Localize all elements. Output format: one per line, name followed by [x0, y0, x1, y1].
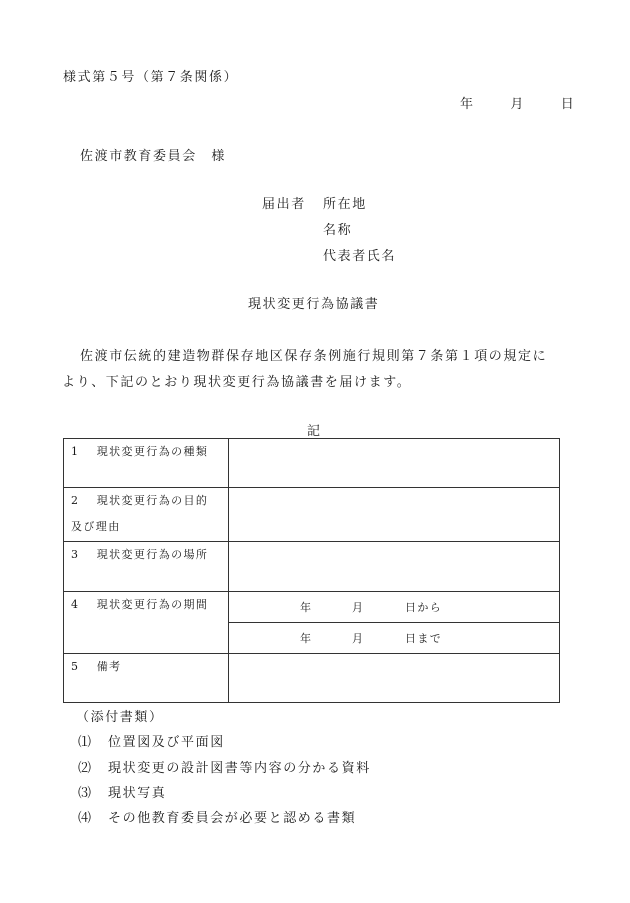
row-value-type[interactable]	[229, 439, 560, 488]
row-label-period: 4 現状変更行為の期間	[64, 592, 229, 654]
row-label-purpose	[64, 488, 229, 542]
attachment-text: その他教育委員会が必要と認める書類	[108, 811, 357, 826]
attachment-text: 現状写真	[108, 786, 167, 801]
form-number: 様式第５号（第７条関係）	[63, 70, 239, 85]
ki-heading: 記	[307, 424, 322, 439]
attachment-number: ⑵	[78, 761, 92, 776]
row-value-purpose[interactable]	[229, 488, 560, 542]
date-year: 年	[460, 97, 475, 112]
row-value-remarks[interactable]	[229, 654, 560, 703]
table-row	[64, 488, 560, 542]
period-from-year: 年	[300, 601, 313, 614]
document-title: 現状変更行為協議書	[248, 297, 380, 312]
date-day: 日	[560, 97, 576, 112]
period-to[interactable]	[229, 623, 560, 654]
row-label-purpose-line2: 及び理由	[71, 520, 121, 533]
notifier-address-label: 所在地	[323, 197, 367, 212]
row-label-purpose-line1: 2 現状変更行為の目的	[71, 494, 209, 507]
addressee: 佐渡市教育委員会 様	[80, 149, 227, 164]
attachment-number: ⑶	[78, 786, 92, 801]
notifier-name-label: 名称	[323, 223, 353, 238]
period-from-month: 月	[352, 601, 365, 614]
attachment-text: 現状変更の設計図書等内容の分かる資料	[108, 761, 371, 776]
body-text-line-1: 佐渡市伝統的建造物群保存地区保存条例施行規則第７条第１項の規定に	[80, 349, 548, 364]
row-value-location[interactable]	[229, 542, 560, 592]
table-row	[64, 592, 560, 623]
notifier-label: 届出者	[262, 197, 306, 212]
attachments-heading: （添付書類）	[76, 710, 164, 725]
form-table	[63, 438, 560, 703]
attachment-number: ⑴	[78, 735, 92, 750]
row-label-type: 1 現状変更行為の種類	[64, 439, 229, 488]
body-text-line-2: より、下記のとおり現状変更行為協議書を届けます。	[62, 375, 412, 390]
period-from-day: 日から	[405, 601, 443, 614]
table-row	[64, 439, 560, 488]
period-from[interactable]	[229, 592, 560, 623]
row-label-location: 3 現状変更行為の場所	[64, 542, 229, 592]
period-to-month: 月	[352, 632, 365, 645]
date-month: 月	[510, 97, 525, 112]
table-row	[64, 542, 560, 592]
row-label-remarks: 5 備考	[64, 654, 229, 703]
period-to-year: 年	[300, 632, 313, 645]
attachment-text: 位置図及び平面図	[108, 735, 225, 750]
table-row	[64, 654, 560, 703]
period-to-day: 日まで	[405, 632, 443, 645]
notifier-representative-label: 代表者氏名	[323, 249, 397, 264]
date-line	[460, 93, 575, 112]
attachment-number: ⑷	[78, 811, 92, 826]
